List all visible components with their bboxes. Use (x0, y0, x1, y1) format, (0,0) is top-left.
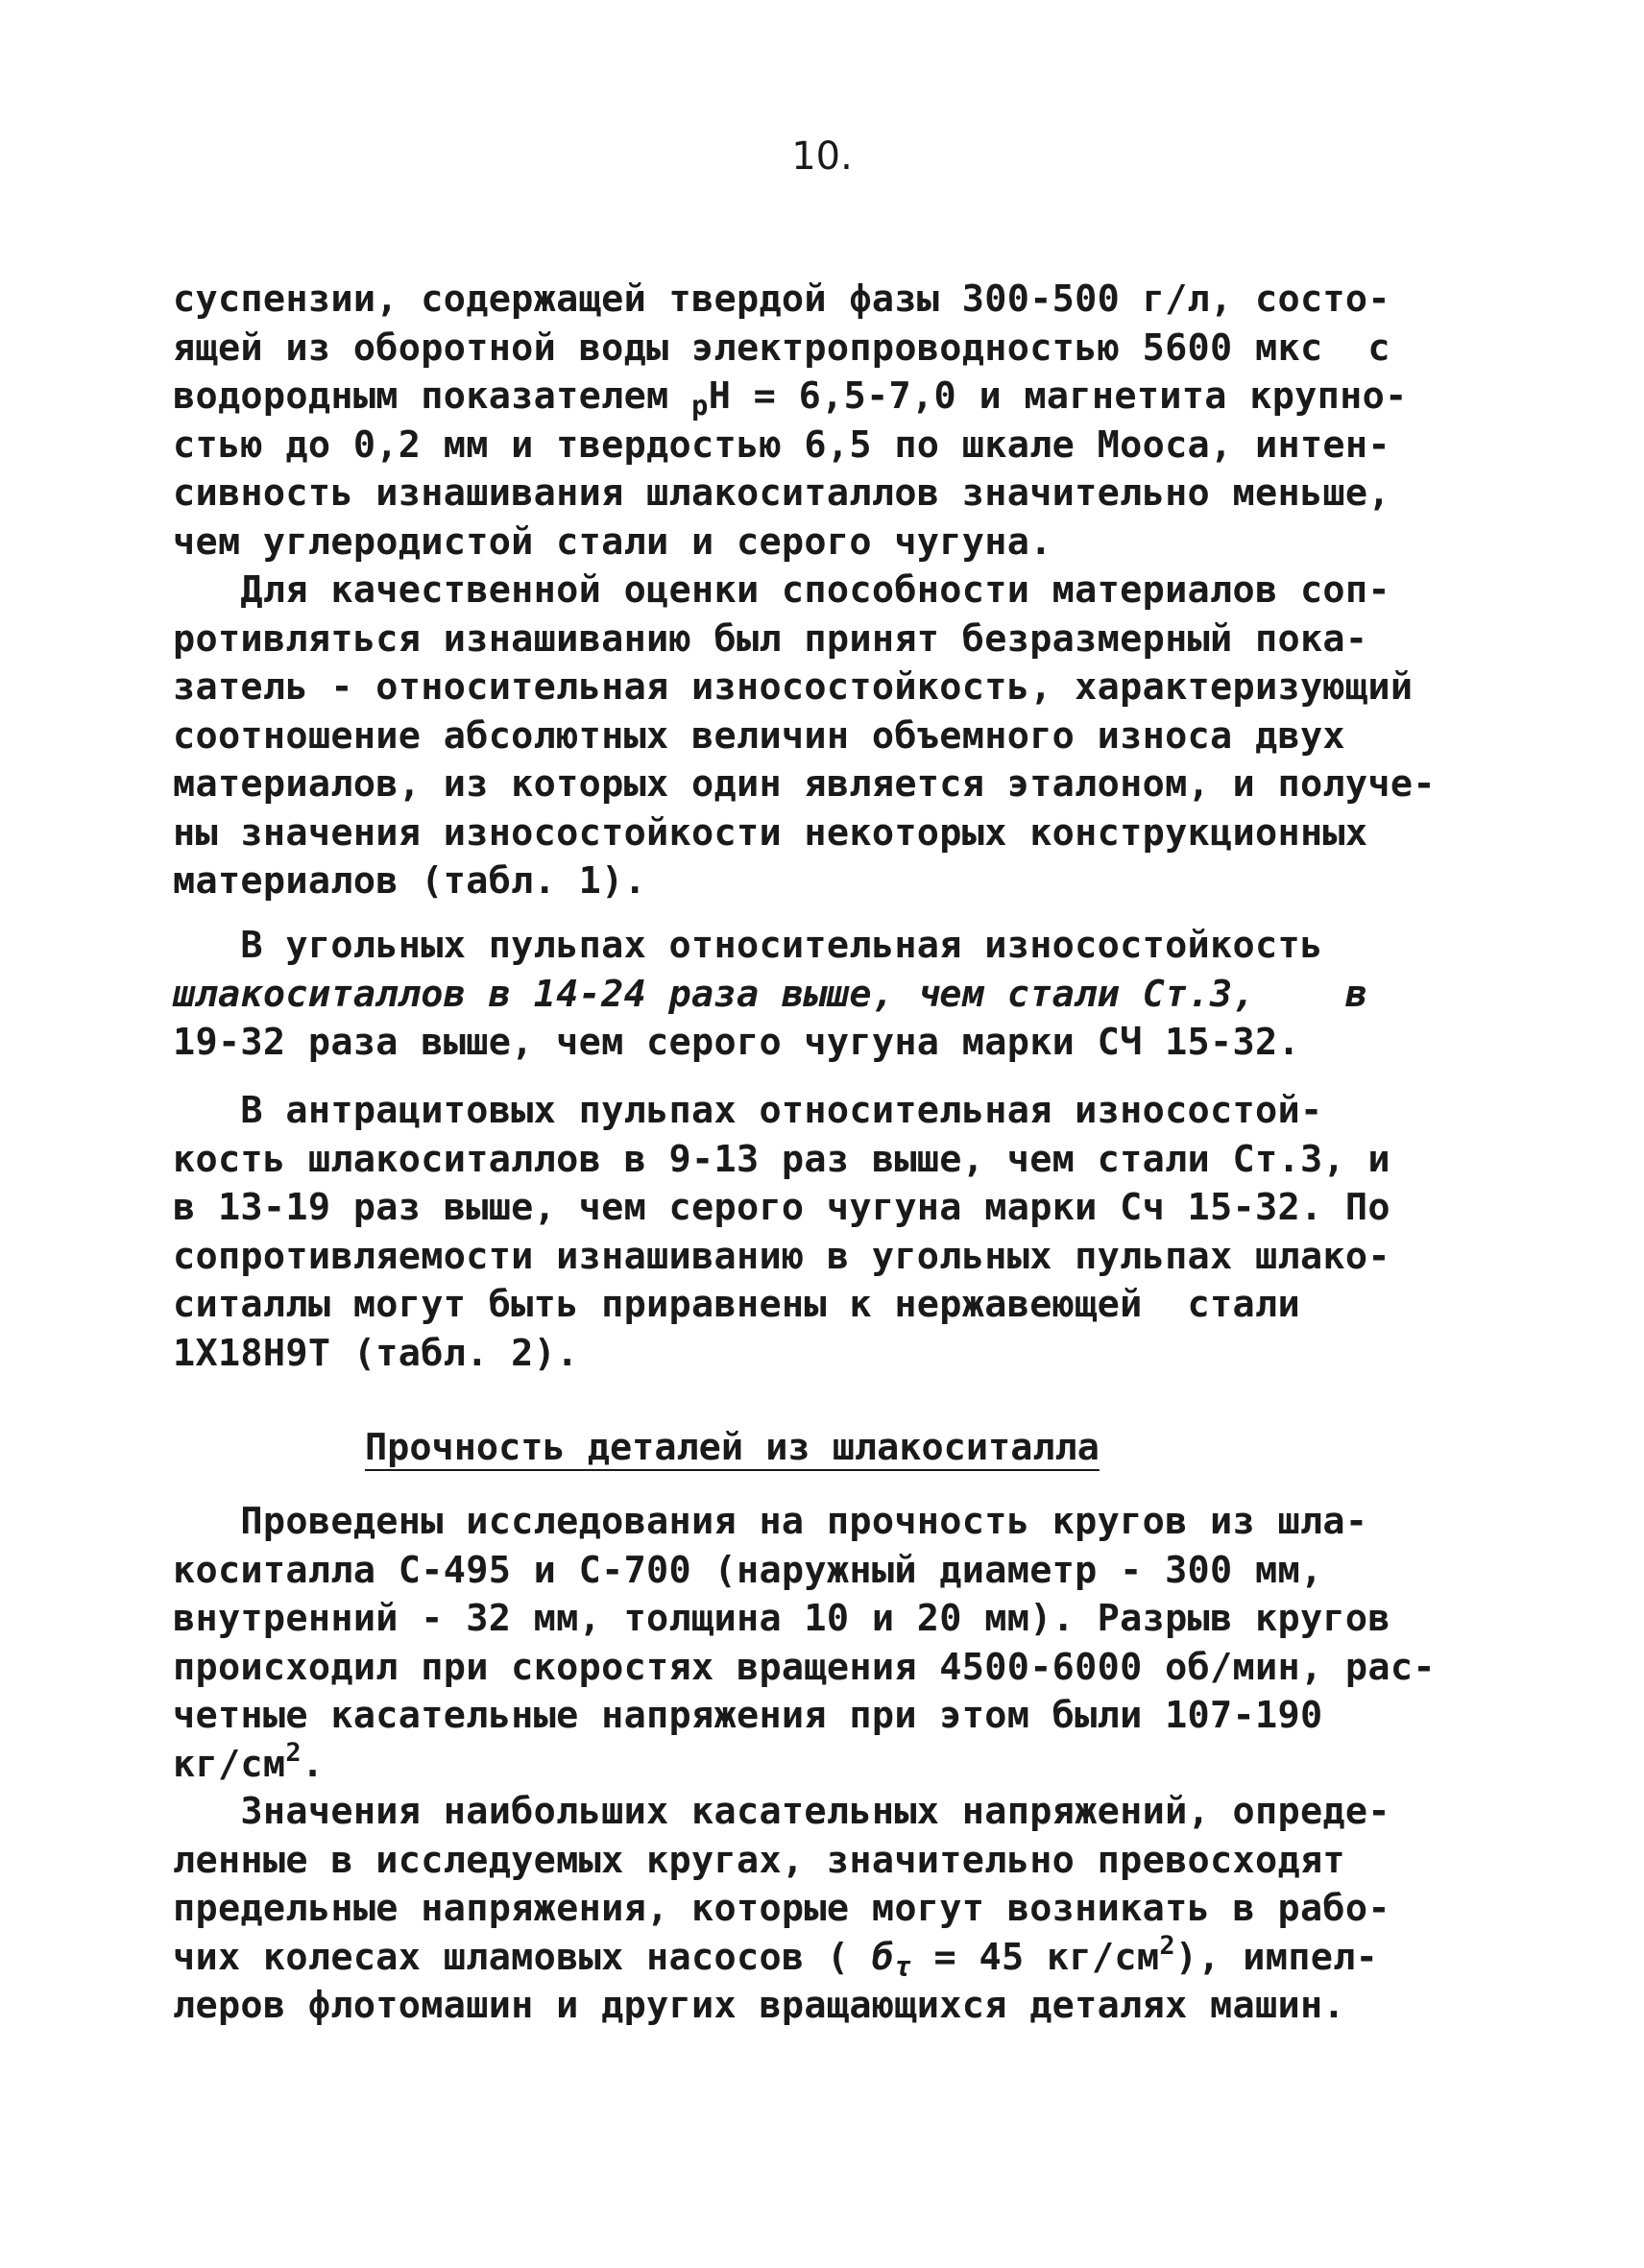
text-line: леров флотомашин и других вращающихся деталях машин. (173, 1984, 1345, 2027)
ph-symbol-main: Н (708, 374, 732, 418)
text-line: ротивляться изнашиванию был принят безразмерный пока- (173, 616, 1368, 661)
text-line: внутренний - 32 мм, толщина 10 и 20 мм). Разрыв кругов (173, 1597, 1390, 1640)
text-line: коситалла С-495 и С-700 (наружный диаметр - 300 мм, (173, 1548, 1323, 1592)
text-line: 19-32 раза выше, чем серого чугуна марки СЧ 15-32. (173, 1021, 1300, 1064)
text-line-unit (173, 1737, 1488, 1790)
text-line-ph (173, 373, 1488, 422)
unit-base: кг/см (173, 1742, 286, 1786)
text-line-sigma (173, 1930, 1488, 1983)
text-line: суспензии, содержащей твердой фазы 300-500 г/л, состо- (173, 277, 1390, 321)
paragraph-3 (173, 922, 1488, 1068)
section-heading: Прочность деталей из шлакоситалла (365, 1426, 1100, 1469)
text-line: ленные в исследуемых кругах, значительно превосходят (173, 1838, 1345, 1882)
text-line: чем углеродистой стали и серого чугуна. (173, 519, 1052, 564)
text-line: кость шлакоситаллов в 9-13 раз выше, чем стали Ст.3, и (173, 1137, 1390, 1181)
text-line: соотношение абсолютных величин объемного износа двух (173, 713, 1345, 758)
paragraph-5 (173, 1498, 1488, 1789)
text-line: ящей из оборотной воды электропроводностью 5600 мкс с (173, 326, 1390, 370)
paragraph-6 (173, 1788, 1488, 2031)
unit-end: . (301, 1742, 325, 1786)
text-line: затель - относительная износостойкость, характеризующий (173, 665, 1414, 709)
page-number: 10. (791, 134, 853, 179)
text-line: четные касательные напряжения при этом были 107-190 (173, 1694, 1323, 1737)
text-line: Для качественной оценки способности материалов соп- (173, 568, 1390, 612)
text-line: стью до 0,2 мм и твердостью 6,5 по шкале Мооса, интен- (173, 422, 1390, 467)
text-line: происходил при скоростях вращения 4500-6000 об/мин, рас- (173, 1645, 1436, 1689)
text-line: Значения наибольших касательных напряжений, опреде- (173, 1790, 1390, 1833)
text-line: материалов (табл. 1). (173, 859, 647, 903)
text-line: шлакоситаллов в 14-24 раза выше, чем стали Ст.3, в (173, 972, 1368, 1016)
text-line: предельные напряжения, которые могут возникать в рабо- (173, 1887, 1390, 1930)
text-line: ны значения износостойкости некоторых конструкционных (173, 810, 1368, 855)
text-line: Проведены исследования на прочность кругов из шла- (173, 1500, 1368, 1543)
text-line: сивность изнашивания шлакоситаллов значительно меньше, (173, 471, 1390, 515)
text-fragment: = 6,5-7,0 и магнетита крупно- (731, 374, 1408, 418)
text-line: в 13-19 раз выше, чем серого чугуна марки Сч 15-32. По (173, 1186, 1390, 1229)
sigma-symbol: б (871, 1935, 895, 1979)
text-line: сопротивляемости изнашиванию в угольных пульпах шлако- (173, 1234, 1390, 1278)
text-fragment: = 45 кг/см (911, 1935, 1160, 1979)
paragraph-4 (173, 1087, 1488, 1378)
text-fragment: ), импел- (1174, 1935, 1379, 1979)
text-line: В угольных пульпах относительная износостойкость (173, 924, 1323, 967)
text-fragment: водородным показателем (173, 374, 692, 418)
sigma-subscript: τ (894, 1949, 912, 1983)
unit-exponent: 2 (285, 1737, 302, 1768)
text-line: 1Х18Н9Т (табл. 2). (173, 1331, 579, 1375)
paragraph-1 (173, 276, 1488, 567)
text-fragment: чих колесах шламовых насосов ( (173, 1935, 872, 1979)
text-line: материалов, из которых один является эталоном, и получе- (173, 762, 1436, 806)
ph-symbol: р (691, 389, 709, 422)
paragraph-2 (173, 567, 1488, 906)
text-line: ситаллы могут быть приравнены к нержавеющей стали (173, 1283, 1300, 1326)
text-line: В антрацитовых пульпах относительная износостой- (173, 1089, 1323, 1132)
unit-exponent: 2 (1159, 1930, 1175, 1961)
